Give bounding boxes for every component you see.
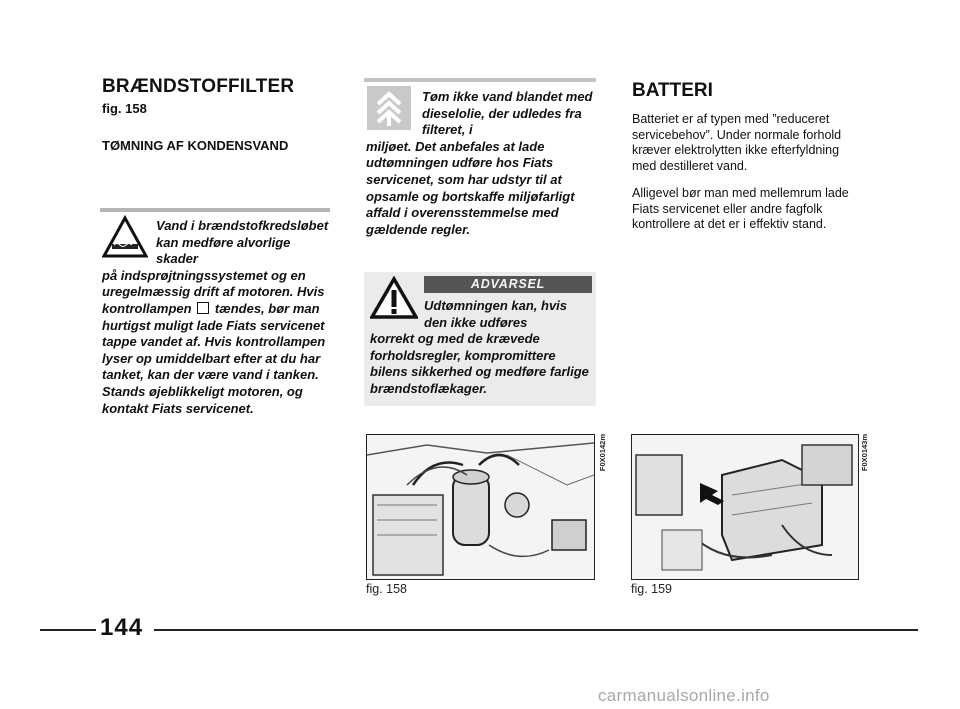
figure-reference: fig. 158 [102,101,147,116]
section-title-fuel-filter: BRÆNDSTOFFILTER [102,76,295,97]
figure-code: F0X0143m [860,434,869,472]
warning-badge: ADVARSEL [424,276,592,293]
figure-fuel-filter-engine-bay [366,434,595,580]
footer-rule-left [40,629,96,631]
env-note-rest: miljøet. Det anbefales at lade udtømningen udføre hos Fiats servicenet, som har udstyr til at opsamle og bortskaffe miljøfarligt affald i overensstemmelse med gældende regler. [366,138,575,237]
water-in-fuel-note [102,218,334,417]
subheading-drain-condensate: TØMNING AF KONDENSVAND [102,138,289,153]
page-number: 144 [100,614,144,641]
footer-rule-right [154,629,918,631]
note-text-first: Vand i brændstofkredsløbet kan medføre alvorlige skader [156,218,329,267]
warning-text-rest: korrekt og med de krævede forholdsregler, kompromittere bilens sikkerhed og medføre farlige brændstoflækager. [370,331,589,396]
battery-paragraph-1: Batteriet er af typen med ”reduceret servicebehov”. Under normale forhold kræver elektrolytten ikke efterfyldning med destilleret vand. [632,112,842,173]
watermark: carmanualsonline.info [598,686,770,705]
env-note-divider [364,78,596,86]
warning-text-first: Udtømningen kan, hvis den ikke udføres [424,298,568,330]
water-in-fuel-lamp-icon [197,302,209,314]
env-note-first: Tøm ikke vand blandet med dieselolie, der udledes fra filteret, i [422,89,593,138]
figure-caption: fig. 158 [366,582,408,596]
warning-text [370,298,592,398]
environment-note [366,89,598,238]
figure-code: F0X0142m [598,434,607,472]
figure-battery-engine-bay [631,434,859,580]
note-text-rest: på indsprøjtningssystemet og en uregelmæssig drift af motoren. Hvis kontrollampen tændes, bør man hurtigst muligt lade Fiats servicenet tappe vandet af. Hvis kontrollampen lyser op umiddelbart efter at du har tanket, kan der være vand i tanken. Stands øjeblikkeligt motoren, og kontakt Fiats servicenet. [102,267,326,416]
battery-paragraph-2: Alligevel bør man med mellemrum lade Fiats servicenet eller andre fagfolk kontrollere at det er i effektiv stand. [632,186,849,232]
section-title-battery: BATTERI [632,80,713,101]
figure-caption: fig. 159 [631,582,673,596]
